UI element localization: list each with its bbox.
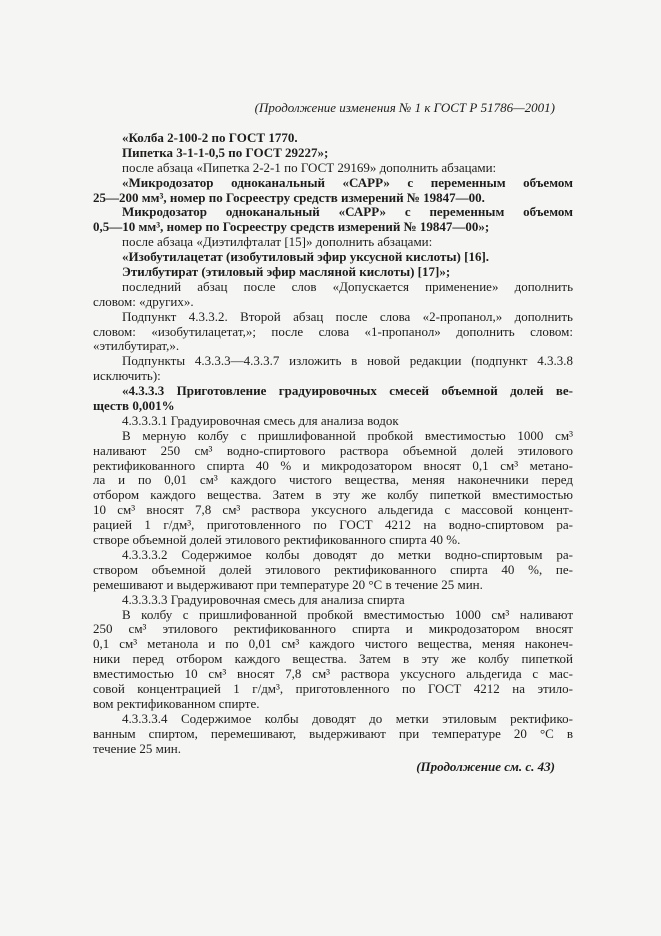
text-line: ректификованного спирта 40 % и микродозатором вносят 0,1 см³ метано- — [93, 457, 573, 473]
text-line: «Колба 2-100-2 по ГОСТ 1770. — [122, 130, 298, 145]
text-line: словом: «изобутилацетат,»; после слова «1-пропанол» дополнить словом: — [93, 323, 573, 339]
text-line: отбором каждого вещества. Затем в эту же колбу пипеткой вместимостью — [93, 487, 573, 503]
text-line: ванным спиртом, перемешивают, выдерживают при температуре 20 °С в — [93, 725, 573, 741]
text-line: 250 см³ этилового ректификованного спирта и микродозатором вносят — [93, 621, 573, 637]
header-continuation-note: (Продолжение изменения № 1 к ГОСТ Р 51786—2001) — [254, 100, 555, 115]
text-line: совой концентрацией 1 г/дм³, приготовленного по ГОСТ 4212 на этило- — [93, 680, 573, 696]
text-line: последний абзац после слов «Допускается применение» дополнить — [122, 278, 573, 294]
text-line: «Изобутилацетат (изобутиловый эфир уксусной кислоты) [16]. — [122, 249, 490, 265]
text-line: В мерную колбу с пришлифованной пробкой вместимостью 1000 см³ — [122, 427, 573, 443]
text-line: Микродозатор одноканальный «САРР» с переменным объемом — [122, 204, 573, 220]
text-line: «этилбутират,». — [93, 338, 180, 354]
text-line: «4.3.3.3 Приготовление градуировочных смесей объемной долей ве- — [122, 383, 573, 399]
text-line: наливают 250 см³ водно-спиртового раствора объемной долей этилового — [93, 442, 573, 458]
text-line: В колбу с пришлифованной пробкой вместимостью 1000 см³ наливают — [122, 606, 573, 622]
text-line: ла и по 0,01 см³ каждого чистого вещества, меняя наконечники перед — [93, 472, 573, 488]
text-line: 10 см³ вносят 7,8 см³ раствора уксусного альдегида с массовой концент- — [93, 502, 573, 518]
text-line: 4.3.3.3.4 Содержимое колбы доводят до метки этиловым ректифико- — [122, 710, 573, 726]
text-line: ники перед отбором каждого вещества. Затем в эту же колбу пипеткой — [93, 651, 573, 667]
text-line: Этилбутират (этиловый эфир масляной кислоты) [17]»; — [122, 264, 451, 280]
text-line: «Микродозатор одноканальный «САРР» с переменным объемом — [122, 174, 573, 190]
text-line: вом ректификованном спирте. — [93, 695, 260, 711]
text-line: Подпункт 4.3.3.2. Второй абзац после слова «2-пропанол,» дополнить — [122, 308, 573, 324]
text-line: словом: «других». — [93, 293, 194, 309]
text-line: после абзаца «Диэтилфталат [15]» дополнить абзацами: — [122, 234, 433, 250]
text-line: Пипетка 3-1-1-0,5 по ГОСТ 29227»; — [122, 144, 329, 160]
text-line: 0,5—10 мм³, номер по Госреестру средств измерений № 19847—00»; — [93, 219, 490, 235]
text-line: 4.3.3.3.3 Градуировочная смесь для анализа спирта — [122, 591, 405, 607]
text-line: 25—200 мм³, номер по Госреестру средств измерений № 19847—00. — [93, 189, 485, 205]
text-line: ремешивают и выдерживают при температуре 20 °С в течение 25 мин. — [93, 576, 483, 592]
text-line: вместимостью 10 см³ вносят 7,8 см³ раствора уксусного альдегида с мас- — [93, 666, 573, 682]
text-line: течение 25 мин. — [93, 740, 182, 756]
text-line: исключить): — [93, 368, 161, 384]
text-line: Подпункты 4.3.3.3—4.3.3.7 изложить в новой редакции (подпункт 4.3.3.8 — [122, 353, 573, 369]
text-line: створе объемной долей этилового ректификованного спирта 40 %. — [93, 532, 461, 548]
text-line: ществ 0,001% — [93, 398, 175, 414]
text-line: створом объемной долей этилового ректификованного спирта 40 %, пе- — [93, 561, 573, 577]
text-line: 4.3.3.3.2 Содержимое колбы доводят до метки водно-спиртовым ра- — [122, 546, 573, 562]
text-line: рацией 1 г/дм³, приготовленного по ГОСТ 4212 на водно-спиртовом ра- — [93, 517, 573, 533]
text-line: 0,1 см³ метанола и по 0,01 см³ каждого чистого вещества, меняя наконеч- — [93, 636, 573, 652]
document-body — [93, 131, 573, 756]
footer-continuation-note: (Продолжение см. с. 43) — [416, 759, 555, 774]
text-line: 4.3.3.3.1 Градуировочная смесь для анализа водок — [122, 412, 399, 428]
text-line: после абзаца «Пипетка 2-2-1 по ГОСТ 29169» дополнить абзацами: — [122, 159, 497, 175]
